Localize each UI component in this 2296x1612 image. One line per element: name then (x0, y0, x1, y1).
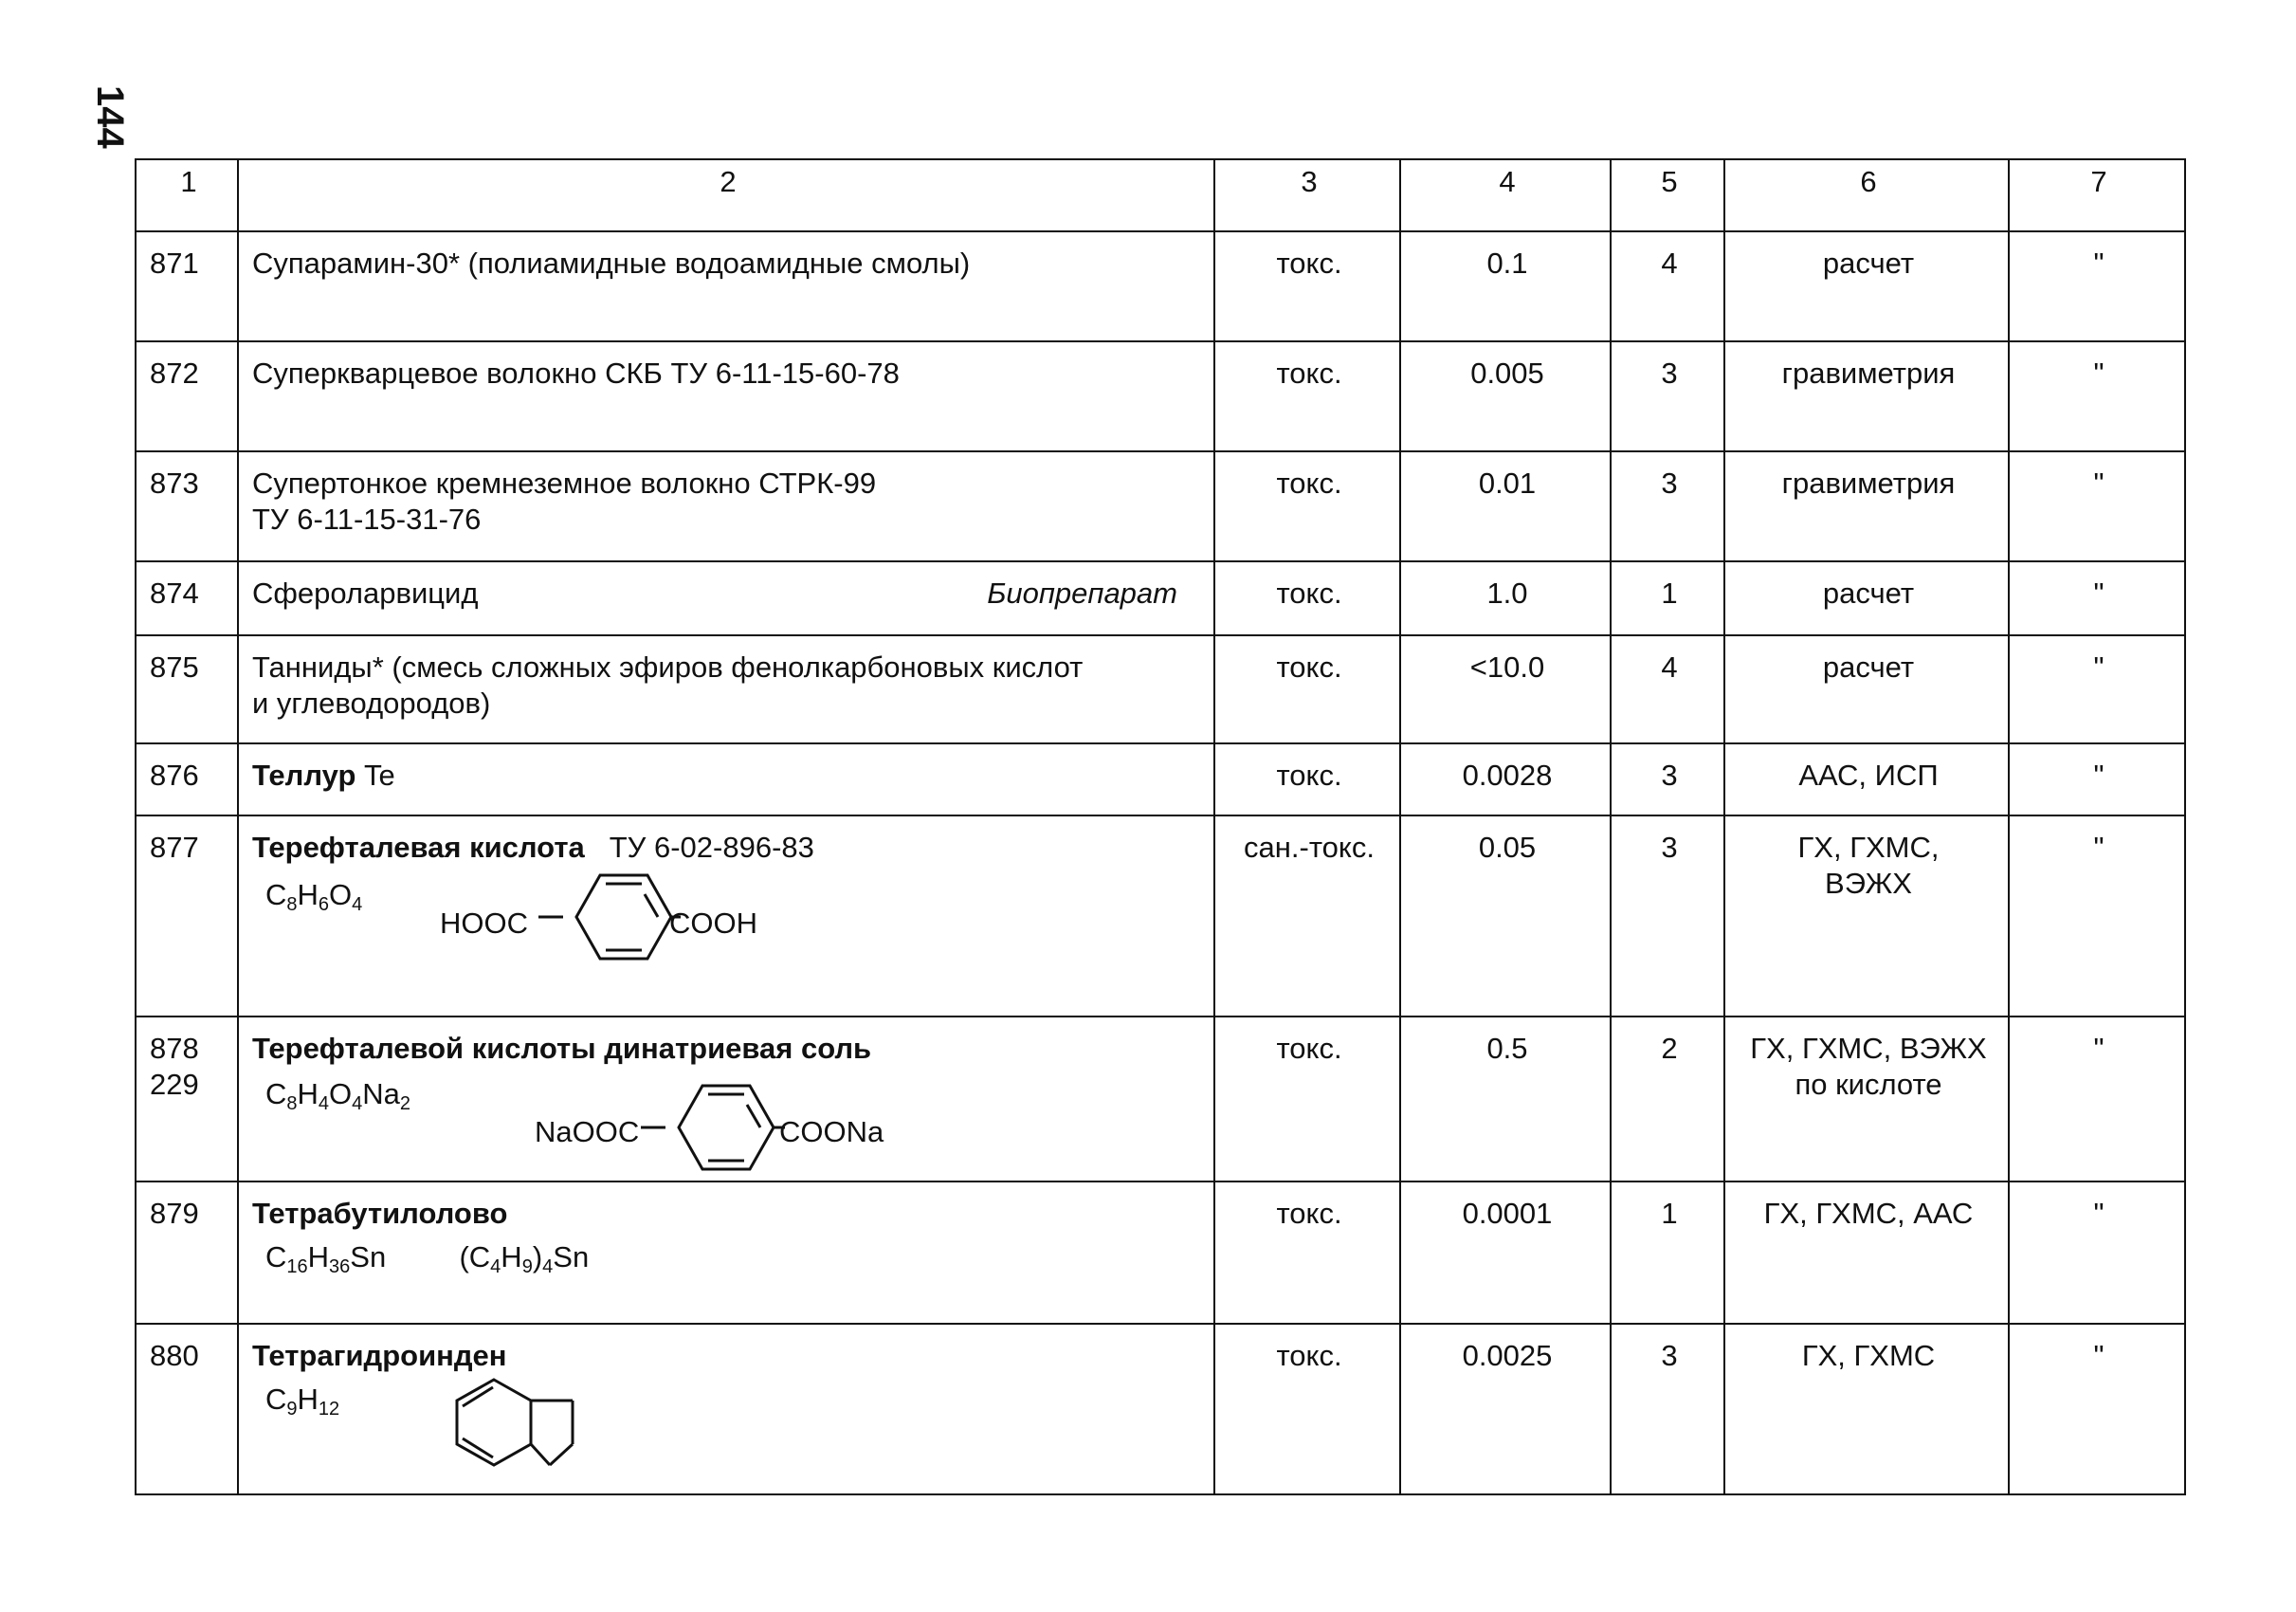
substance-name-cell (238, 815, 1214, 1017)
analysis-method-cont: ВЭЖХ (1825, 867, 1912, 900)
header-cell: 5 (1611, 159, 1724, 231)
substance-name: Сфероларвицид (252, 577, 479, 610)
hazard-class: 1 (1611, 1182, 1724, 1324)
row-number: 873 (136, 451, 238, 561)
row-number: 879 (136, 1182, 238, 1324)
analysis-method: ГХ, ГХМС (1724, 1324, 2009, 1494)
norm-value: 0.05 (1400, 815, 1611, 1017)
row-number-cell (136, 1017, 238, 1182)
substance-name-cell (238, 635, 1214, 743)
header-cell: 2 (238, 159, 1214, 231)
analysis-method: ГХ, ГХМС, ААС (1724, 1182, 2009, 1324)
hazard-class: 3 (1611, 815, 1724, 1017)
analysis-method-cell (1724, 815, 2009, 1017)
hazard-class: 1 (1611, 561, 1724, 635)
hazard-type: сан.-токс. (1214, 815, 1400, 1017)
substance-name-cell (238, 561, 1214, 635)
header-cell: 7 (2009, 159, 2185, 231)
table-row (136, 743, 2185, 815)
structure-area (252, 866, 1204, 970)
substance-name-cell (238, 1324, 1214, 1494)
hazard-type: токс. (1214, 1182, 1400, 1324)
substance-symbol: Te (364, 759, 395, 792)
structure-area (252, 1374, 1204, 1486)
row-number: 875 (136, 635, 238, 743)
table-row (136, 451, 2185, 561)
analysis-method: ААС, ИСП (1724, 743, 2009, 815)
chemical-formula-structural: $(C_4H_9)_4Sn$ (459, 1240, 590, 1277)
analysis-method: ГХ, ГХМС, (1797, 831, 1940, 864)
hazard-type: токс. (1214, 231, 1400, 341)
hazard-class: 4 (1611, 231, 1724, 341)
analysis-method: гравиметрия (1724, 341, 2009, 451)
ditto-mark: " (2009, 341, 2185, 451)
hazard-type: токс. (1214, 743, 1400, 815)
row-number: 880 (136, 1324, 238, 1494)
ditto-mark: " (2009, 561, 2185, 635)
structure-right-group: COOH (669, 907, 757, 940)
norm-value: <10.0 (1400, 635, 1611, 743)
structure-left-group: HOOC (440, 907, 528, 940)
chemical-formula: $C_9H_{12}$ (265, 1383, 340, 1420)
substance-name: Супарамин-30* (полиамидные водоамидные смолы) (238, 231, 1214, 341)
substance-name: Тетрабутилолово (252, 1197, 508, 1230)
substance-name: Суперкварцевое волокно СКБ ТУ 6-11-15-60-78 (238, 341, 1214, 451)
norm-value: 0.1 (1400, 231, 1611, 341)
hazard-type: токс. (1214, 561, 1400, 635)
row-number: 877 (136, 815, 238, 1017)
table-row (136, 231, 2185, 341)
norm-value: 0.005 (1400, 341, 1611, 451)
table-row (136, 341, 2185, 451)
substance-name: Тетрагидроинден (252, 1339, 507, 1372)
analysis-method-note: по кислоте (1795, 1068, 1942, 1101)
header-cell: 6 (1724, 159, 2009, 231)
row-number: 876 (136, 743, 238, 815)
row-number-alt: 229 (150, 1068, 199, 1101)
norm-value: 0.0001 (1400, 1182, 1611, 1324)
hazard-type: токс. (1214, 1017, 1400, 1182)
chemical-formula: $C_8H_6O_4$ (265, 878, 363, 915)
ditto-mark: " (2009, 1324, 2185, 1494)
page-number: 144 (89, 85, 131, 149)
hazard-class: 3 (1611, 341, 1724, 451)
norm-value: 0.0028 (1400, 743, 1611, 815)
norm-value: 1.0 (1400, 561, 1611, 635)
hazard-type: токс. (1214, 635, 1400, 743)
header-cell: 1 (136, 159, 238, 231)
substance-name: Терефталевой кислоты динатриевая соль (252, 1032, 872, 1065)
row-number: 871 (136, 231, 238, 341)
structure-area (252, 1067, 1204, 1173)
norm-value: 0.5 (1400, 1017, 1611, 1182)
row-number: 874 (136, 561, 238, 635)
structure-left-group: NaOOC (535, 1115, 640, 1148)
ditto-mark: " (2009, 815, 2185, 1017)
analysis-method: расчет (1724, 231, 2009, 341)
table-row (136, 561, 2185, 635)
structure-right-group: COONa (779, 1115, 884, 1148)
substance-spec: ТУ 6-11-15-31-76 (252, 503, 482, 536)
tetrahydroindene-structure-icon (451, 1374, 641, 1486)
norm-value: 0.0025 (1400, 1324, 1611, 1494)
row-number: 872 (136, 341, 238, 451)
ditto-mark: " (2009, 1017, 2185, 1182)
table-row (136, 1324, 2185, 1494)
substance-name-cell (238, 1182, 1214, 1324)
hazard-type: токс. (1214, 341, 1400, 451)
substance-name: Терефталевая кислота (252, 831, 585, 864)
analysis-method: расчет (1724, 561, 2009, 635)
hazard-type: токс. (1214, 451, 1400, 561)
hazard-class: 2 (1611, 1017, 1724, 1182)
hazard-type: токс. (1214, 1324, 1400, 1494)
substance-name-cell (238, 1017, 1214, 1182)
hazard-class: 3 (1611, 451, 1724, 561)
analysis-method: ГХ, ГХМС, ВЭЖХ (1750, 1032, 1987, 1065)
ditto-mark: " (2009, 743, 2185, 815)
table-row (136, 1017, 2185, 1182)
header-cell: 3 (1214, 159, 1400, 231)
substance-category: Биопрепарат (987, 577, 1177, 610)
analysis-method-cell (1724, 1017, 2009, 1182)
substance-name-cell (238, 743, 1214, 815)
hazard-class: 3 (1611, 743, 1724, 815)
substance-name: Супертонкое кремнеземное волокно СТРК-99 (252, 467, 877, 500)
table-row (136, 1182, 2185, 1324)
hazard-class: 3 (1611, 1324, 1724, 1494)
row-number: 878 (150, 1032, 199, 1065)
substance-name-cell (238, 451, 1214, 561)
header-row (136, 159, 2185, 231)
chemical-formula: $C_8H_4O_4Na_2$ (265, 1077, 411, 1114)
analysis-method: гравиметрия (1724, 451, 2009, 561)
substance-name: Теллур (252, 759, 356, 792)
ditto-mark: " (2009, 231, 2185, 341)
analysis-method: расчет (1724, 635, 2009, 743)
table-row (136, 815, 2185, 1017)
substance-name-cont: и углеводородов) (252, 687, 491, 720)
ditto-mark: " (2009, 1182, 2185, 1324)
substance-spec: ТУ 6-02-896-83 (609, 831, 814, 864)
formula-line (265, 1239, 1204, 1275)
header-cell: 4 (1400, 159, 1611, 231)
substance-name: Танниды* (смесь сложных эфиров фенолкарбоновых кислот (252, 650, 1084, 684)
substance-table (135, 158, 2186, 1495)
ditto-mark: " (2009, 451, 2185, 561)
norm-value: 0.01 (1400, 451, 1611, 561)
hazard-class: 4 (1611, 635, 1724, 743)
chemical-formula: $C_{16}H_{36}Sn$ (265, 1240, 387, 1277)
table-row (136, 635, 2185, 743)
ditto-mark: " (2009, 635, 2185, 743)
